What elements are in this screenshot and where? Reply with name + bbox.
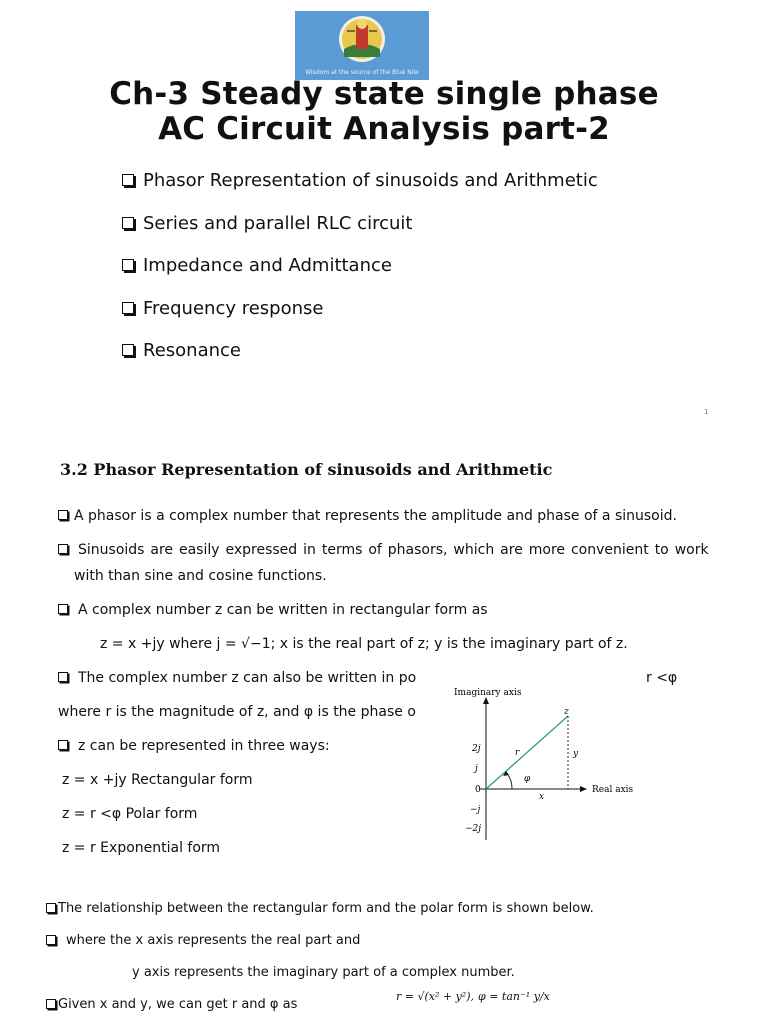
paragraph bbox=[46, 932, 360, 949]
checkbox-bullet-icon bbox=[46, 935, 56, 945]
tick-minus-2j: −2j bbox=[465, 824, 482, 834]
outline-item bbox=[122, 298, 598, 341]
checkbox-bullet-icon bbox=[46, 999, 56, 1009]
tick-2j: 2j bbox=[472, 744, 481, 754]
label-r: r bbox=[515, 748, 520, 758]
paragraph-text: Given x and y, we can get r and φ as bbox=[58, 997, 298, 1012]
paragraph bbox=[46, 900, 594, 917]
complex-plane-figure bbox=[440, 685, 645, 845]
title-line-1: Ch-3 Steady state single phase bbox=[109, 76, 659, 112]
university-logo bbox=[295, 11, 429, 80]
form-rectangular: z = x +jy Rectangular form bbox=[62, 772, 253, 788]
paragraph-text: z can be represented in three ways: bbox=[78, 738, 330, 754]
paragraph-text: where the x axis represents the real part and bbox=[66, 933, 361, 948]
tick-0: 0 bbox=[475, 785, 481, 795]
form-exponential: z = r Exponential form bbox=[62, 840, 221, 856]
tick-j: j bbox=[475, 764, 478, 774]
paragraph-text: A complex number z can be written in rectangular form as bbox=[78, 602, 488, 618]
paragraph bbox=[46, 996, 297, 1013]
paragraph bbox=[58, 541, 709, 559]
checkbox-bullet-icon bbox=[122, 344, 134, 356]
checkbox-bullet-icon bbox=[58, 604, 68, 614]
paragraph bbox=[58, 737, 330, 755]
checkbox-bullet-icon bbox=[122, 259, 134, 271]
label-phi: φ bbox=[524, 774, 531, 784]
paragraph-continuation: with than sine and cosine functions. bbox=[74, 568, 327, 584]
real-axis-label: Real axis bbox=[592, 785, 634, 795]
paragraph bbox=[58, 669, 416, 687]
outline-item-label: Impedance and Admittance bbox=[143, 255, 392, 277]
paragraph-continuation: where r is the magnitude of z, and φ is the phase o bbox=[58, 704, 416, 720]
form-polar: z = r <φ Polar form bbox=[62, 806, 198, 822]
outline-item bbox=[122, 170, 598, 213]
outline-item bbox=[122, 255, 598, 298]
checkbox-bullet-icon bbox=[122, 174, 134, 186]
paragraph-text: The complex number z can also be written in po bbox=[78, 670, 417, 686]
paragraph-fragment: r <φ bbox=[646, 670, 678, 686]
paragraph-continuation: y axis represents the imaginary part of a complex number. bbox=[132, 965, 515, 980]
outline-item-label: Resonance bbox=[143, 340, 241, 362]
outline-item-label: Frequency response bbox=[143, 297, 324, 319]
checkbox-bullet-icon bbox=[122, 302, 134, 314]
label-x: x bbox=[539, 792, 545, 802]
checkbox-bullet-icon bbox=[58, 672, 68, 682]
page-title bbox=[60, 77, 708, 147]
equation-phi: φ = tan⁻¹ y/x bbox=[478, 990, 550, 1003]
page-number: 1 bbox=[704, 408, 709, 416]
section-title: 3.2 Phasor Representation of sinusoids and Arithmetic bbox=[60, 460, 553, 479]
paragraph bbox=[58, 507, 677, 525]
equation-rectangular: z = x +jy where j = √−1; x is the real part of z; y is the imaginary part of z. bbox=[100, 636, 628, 652]
label-y: y bbox=[573, 749, 579, 759]
outline-item-label: Phasor Representation of sinusoids and Arithmetic bbox=[143, 170, 598, 191]
outline-item-label: Series and parallel RLC circuit bbox=[143, 212, 413, 234]
paragraph bbox=[58, 601, 488, 619]
paragraph-text: Sinusoids are easily expressed in terms of phasors, which are more convenient to work bbox=[78, 542, 709, 558]
paragraph-text: The relationship between the rectangular form and the polar form is shown below. bbox=[58, 901, 594, 916]
checkbox-bullet-icon bbox=[46, 903, 56, 913]
label-z: z bbox=[564, 707, 569, 717]
checkbox-bullet-icon bbox=[58, 544, 68, 554]
checkbox-bullet-icon bbox=[122, 217, 134, 229]
equation-r: r = √(x² + y²), bbox=[396, 990, 475, 1003]
paragraph-text: A phasor is a complex number that represents the amplitude and phase of a sinusoid. bbox=[74, 508, 677, 524]
outline-list bbox=[122, 170, 598, 383]
checkbox-bullet-icon bbox=[58, 740, 68, 750]
outline-item bbox=[122, 213, 598, 256]
imaginary-axis-label: Imaginary axis bbox=[454, 688, 522, 698]
checkbox-bullet-icon bbox=[58, 510, 68, 520]
title-line-2: AC Circuit Analysis part-2 bbox=[158, 111, 610, 147]
logo-caption: Wisdom at the source of the Blue Nile bbox=[305, 69, 419, 76]
outline-item bbox=[122, 340, 598, 383]
tick-minus-j: −j bbox=[470, 805, 481, 815]
